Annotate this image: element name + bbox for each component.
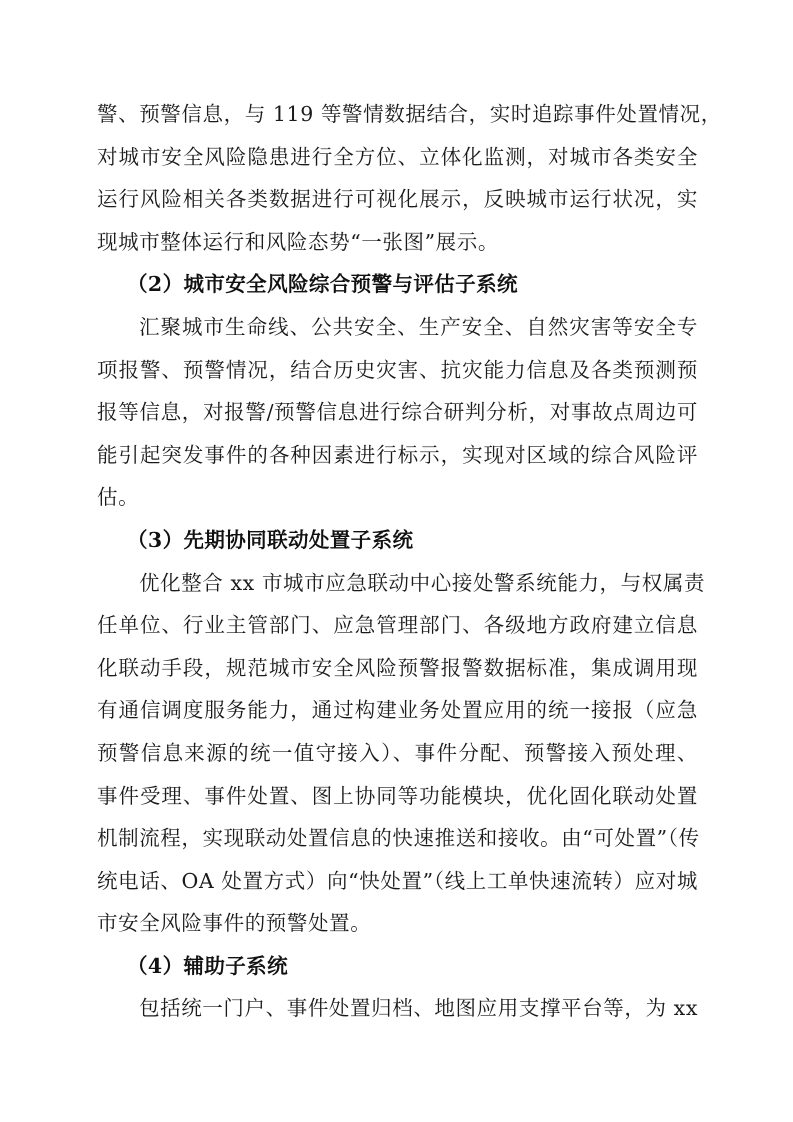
- text-line: 任单位、行业主管部门、应急管理部门、各级地方政府建立信息: [97, 613, 698, 638]
- text-line: 报等信息，对报警/预警信息进行综合研判分析，对事故点周边可: [97, 400, 698, 425]
- text-line: 汇聚城市生命线、公共安全、生产安全、自然灾害等安全专: [139, 314, 698, 339]
- text-line: 警、预警信息，与 119 等警情数据结合，实时追踪事件处置情况，: [97, 102, 722, 126]
- paragraph-continuation: [97, 93, 722, 263]
- section-heading-3: （3）先期协同联动处置子系统: [127, 527, 414, 552]
- text-line: 运行风险相关各类数据进行可视化展示，反映城市运行状况，实: [97, 187, 698, 212]
- text-line: 事件受理、事件处置、图上协同等功能模块，优化固化联动处置: [97, 783, 698, 808]
- section-heading-4: （4）辅助子系统: [127, 953, 288, 978]
- text-line: 有通信调度服务能力，通过构建业务处置应用的统一接报（应急: [97, 698, 698, 723]
- text-line: 机制流程，实现联动处置信息的快速推送和接收。由“可处置”（传: [97, 826, 700, 851]
- text-line: 预警信息来源的统一值守接入）、事件分配、预警接入预处理、: [97, 740, 698, 765]
- text-line: 统电话、OA 处置方式）向“快处置”（线上工单快速流转）应对城: [97, 868, 698, 893]
- text-line: 包括统一门户、事件处置归档、地图应用支撑平台等，为 xx: [139, 996, 698, 1021]
- text-line: 现城市整体运行和风险态势“一张图”展示。: [97, 229, 499, 254]
- text-line: 市安全风险事件的预警处置。: [97, 911, 372, 936]
- document-page: [97, 93, 722, 1030]
- paragraph-section-4: [97, 987, 698, 1030]
- text-line: 能引起突发事件的各种因素进行标示，实现对区域的综合风险评: [97, 442, 698, 467]
- text-line: 项报警、预警情况，结合历史灾害、抗灾能力信息及各类预测预: [97, 357, 698, 382]
- paragraph-section-3: [97, 562, 706, 945]
- text-line: 化联动手段，规范城市安全风险预警报警数据标准，集成调用现: [97, 655, 698, 680]
- text-line: 对城市安全风险隐患进行全方位、立体化监测，对城市各类安全: [97, 144, 698, 169]
- text-line: 估。: [97, 485, 140, 510]
- section-heading-2: （2）城市安全风险综合预警与评估子系统: [127, 272, 518, 297]
- paragraph-section-2: [97, 306, 698, 519]
- text-line: 优化整合 xx 市城市应急联动中心接处警系统能力，与权属责: [139, 570, 706, 595]
